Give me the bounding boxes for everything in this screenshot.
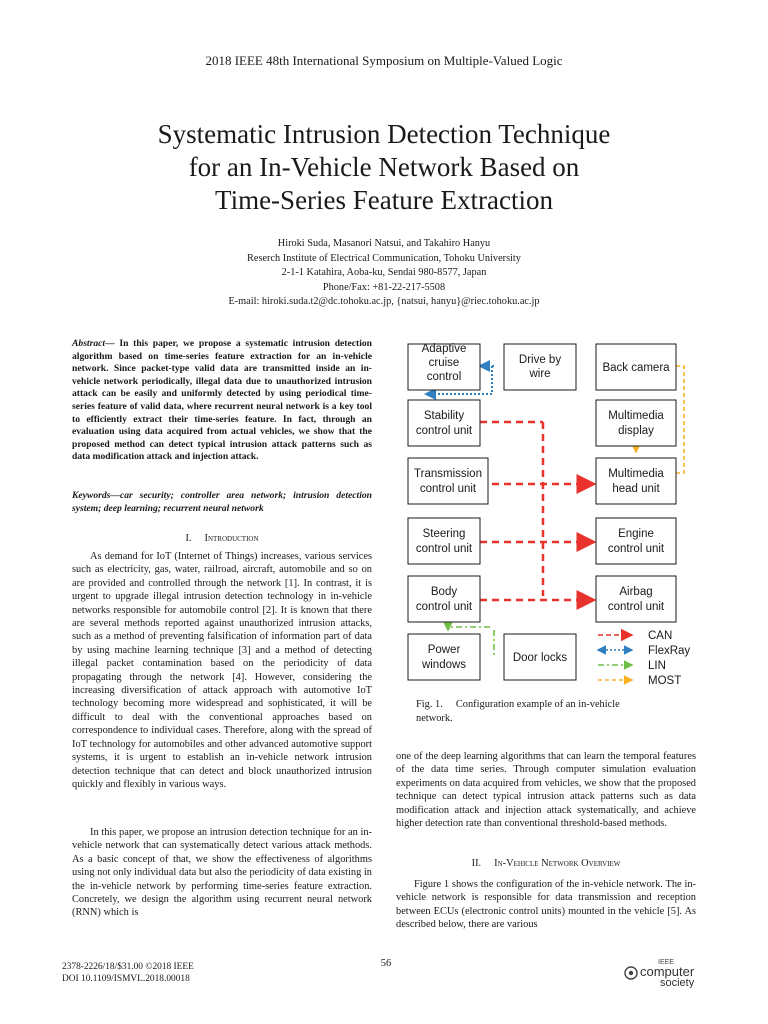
author-affiliation: Reserch Institute of Electrical Communication, Tohoku University (247, 252, 521, 264)
legend-lin: LIN (648, 660, 666, 672)
box-label: Door locks (512, 652, 568, 664)
ecu-power-windows-box (408, 634, 480, 680)
section-heading-overview (396, 858, 696, 869)
section-heading-introduction (72, 533, 372, 544)
box-label: control (426, 371, 462, 383)
figure-1-network-diagram (396, 338, 696, 694)
legend-flexray: FlexRay (648, 645, 691, 657)
ecu-multimedia-display-box (596, 400, 676, 446)
title-line: Systematic Intrusion Detection Technique (157, 119, 611, 149)
box-label: Multimedia (608, 468, 664, 480)
title-line: for an In-Vehicle Network Based on (188, 152, 580, 182)
footer-copyright (62, 962, 194, 985)
box-label: Drive by (518, 354, 562, 366)
author-names: Hiroki Suda, Masanori Natsui, and Takahiro Hanyu (277, 238, 491, 249)
author-email: E-mail: hiroki.suda.t2@dc.tohoku.ac.jp, {natsui, hanyu}@riec.tohoku.ac.jp (228, 296, 540, 308)
box-label: control unit (607, 543, 665, 555)
author-phone: Phone/Fax: +81-22-217-5508 (322, 281, 446, 293)
ecu-drive-by-wire-box (504, 344, 576, 390)
caption-label: Fig. 1. (416, 699, 443, 710)
intro-paragraph-2: In this paper, we propose an intrusion detection technique for an in-vehicle network that can systematically detect various attack methods. As a basic concept of that, we show the effectiveness of algorithms using not only individual data but also the periodicity of data existing in the in-vehicle network by performing time-series feature extraction. Concretely, we design the algorithm using recurrent neural network (RNN) which is (72, 827, 372, 919)
box-label: windows (421, 659, 467, 671)
ecu-body-box (408, 576, 480, 622)
section-title: Introduction (204, 533, 259, 544)
abstract-text: — In this paper, we propose a systematic intrusion detection algorithm based on time-series feature extraction for an in-vehicle network. Since packet-type valid data are transmitted inside an in-vehicle network periodically, illegal data due to unauthorized intrusion attack can be easily and uniformly detected by using periodical time-series feature of valid data, where recurrent neural network is a key tool to efficiently extract their time-series feature. In fact, through an evaluation using data acquired from actual vehicles, we show that the proposed method can detect typical intrusion attack patterns such as data modification attack and injection attack. (72, 338, 372, 463)
box-label: Adaptive (421, 343, 467, 355)
page-number: 56 (380, 958, 392, 969)
box-label: Stability (423, 410, 465, 422)
box-label: control unit (415, 601, 473, 613)
keywords-label: Keywords (72, 490, 111, 501)
svg-text:Back camera (602, 362, 670, 374)
box-label: Steering (422, 528, 466, 540)
box-label: head unit (612, 483, 660, 495)
section-title: In-Vehicle Network Overview (494, 858, 621, 869)
box-label: Multimedia (608, 410, 664, 422)
keywords (72, 490, 372, 515)
svg-text:Door locks (513, 652, 568, 664)
keywords-text: —car security; controller area network; intrusion detection system; deep learning; recurrent neural network (72, 490, 372, 514)
section-number: I. (185, 533, 192, 544)
legend-most: MOST (648, 675, 682, 687)
abstract-label: Abstract (72, 338, 106, 349)
box-label: control unit (419, 483, 477, 495)
box-label: control unit (415, 543, 473, 555)
svg-text:IEEE: IEEE (658, 959, 674, 966)
box-label: control unit (607, 601, 665, 613)
box-label: wire (529, 368, 551, 380)
right-paragraph-1: one of the deep learning algorithms that can learn the temporal features of the data time series. Through computer simulation evaluation experiments on data acquired from vehicles, we show that the proposed technique can detect typical intrusion attack patterns such as data modification attack and injection attack systematically, and achieve higher detection rate than conventional threshold-based methods. (396, 751, 696, 830)
box-label: Back camera (602, 362, 670, 374)
svg-text:society: society (660, 977, 695, 988)
figure-caption (416, 698, 656, 726)
legend-can: CAN (648, 630, 673, 642)
conference-header: 2018 IEEE 48th International Symposium on Multiple-Valued Logic (205, 53, 563, 68)
section-number: II. (471, 858, 482, 869)
ecu-stability-box (408, 400, 480, 446)
footer-issn: 2378-2226/18/$31.00 ©2018 IEEE (62, 962, 194, 972)
title-line: Time-Series Feature Extraction (215, 185, 553, 215)
box-label: Engine (618, 528, 654, 540)
ecu-multimedia-head-box (596, 458, 676, 504)
box-label: control unit (415, 425, 473, 437)
ecu-airbag-box (596, 576, 676, 622)
box-label: Body (430, 586, 458, 598)
author-block (130, 237, 638, 310)
abstract (72, 338, 372, 464)
box-label: Transmission (414, 468, 482, 480)
footer-doi: DOI 10.1109/ISMVL.2018.00018 (62, 973, 190, 984)
paper-title (84, 118, 684, 217)
ecu-engine-box (596, 518, 676, 564)
box-label: Power (427, 644, 461, 656)
box-label: display (618, 425, 654, 437)
intro-paragraph-1: As demand for IoT (Internet of Things) increases, various services such as electricity, gas, water, railroad, aircraft, automobile and so on are provided and controlled through the network [1]. In contrast, it is urgent to upgrade illegal intrusion detection technology in in-vehicle networks responsible for automobile control [2]. It is known that there are several methods reported against unauthorized intrusion attacks, such as a method of preventing falsification of information part of data by using machine learning technique [3] and a method of detecting illegal packet contamination based on the periodicity of data propagating through the network [4]. However, considering the increasing diversification of attack approach with automotive IoT technology becoming more widespread and sophisticated, it will be difficult to deal with the conventional approaches based on correspondence to individual cases. Therefore, along with the spread of IoT technology for automobiles and other advanced automotive support systems, it is urgent to establish an in-vehicle network intrusion detection technique that can detect and block unauthorized intrusion quickly and flexibly in various ways. (72, 551, 372, 790)
box-label: Airbag (619, 586, 653, 598)
figure-legend (598, 630, 690, 687)
caption-text: Configuration example of an in-vehicle network. (416, 699, 620, 724)
right-paragraph-2: Figure 1 shows the configuration of the in-vehicle network. The in-vehicle network is responsible for data transmission and reception between ECUs (electronic control units) mounted in the vehicle [5]. As described below, there are various (396, 879, 696, 931)
ecu-steering-box (408, 518, 480, 564)
author-address: 2-1-1 Katahira, Aoba-ku, Sendai 980-8577, Japan (281, 267, 487, 279)
svg-text:computer: computer (640, 964, 695, 979)
box-label: cruise (428, 357, 460, 369)
ecu-transmission-box (408, 458, 488, 504)
ieee-computer-society-logo (624, 956, 704, 988)
